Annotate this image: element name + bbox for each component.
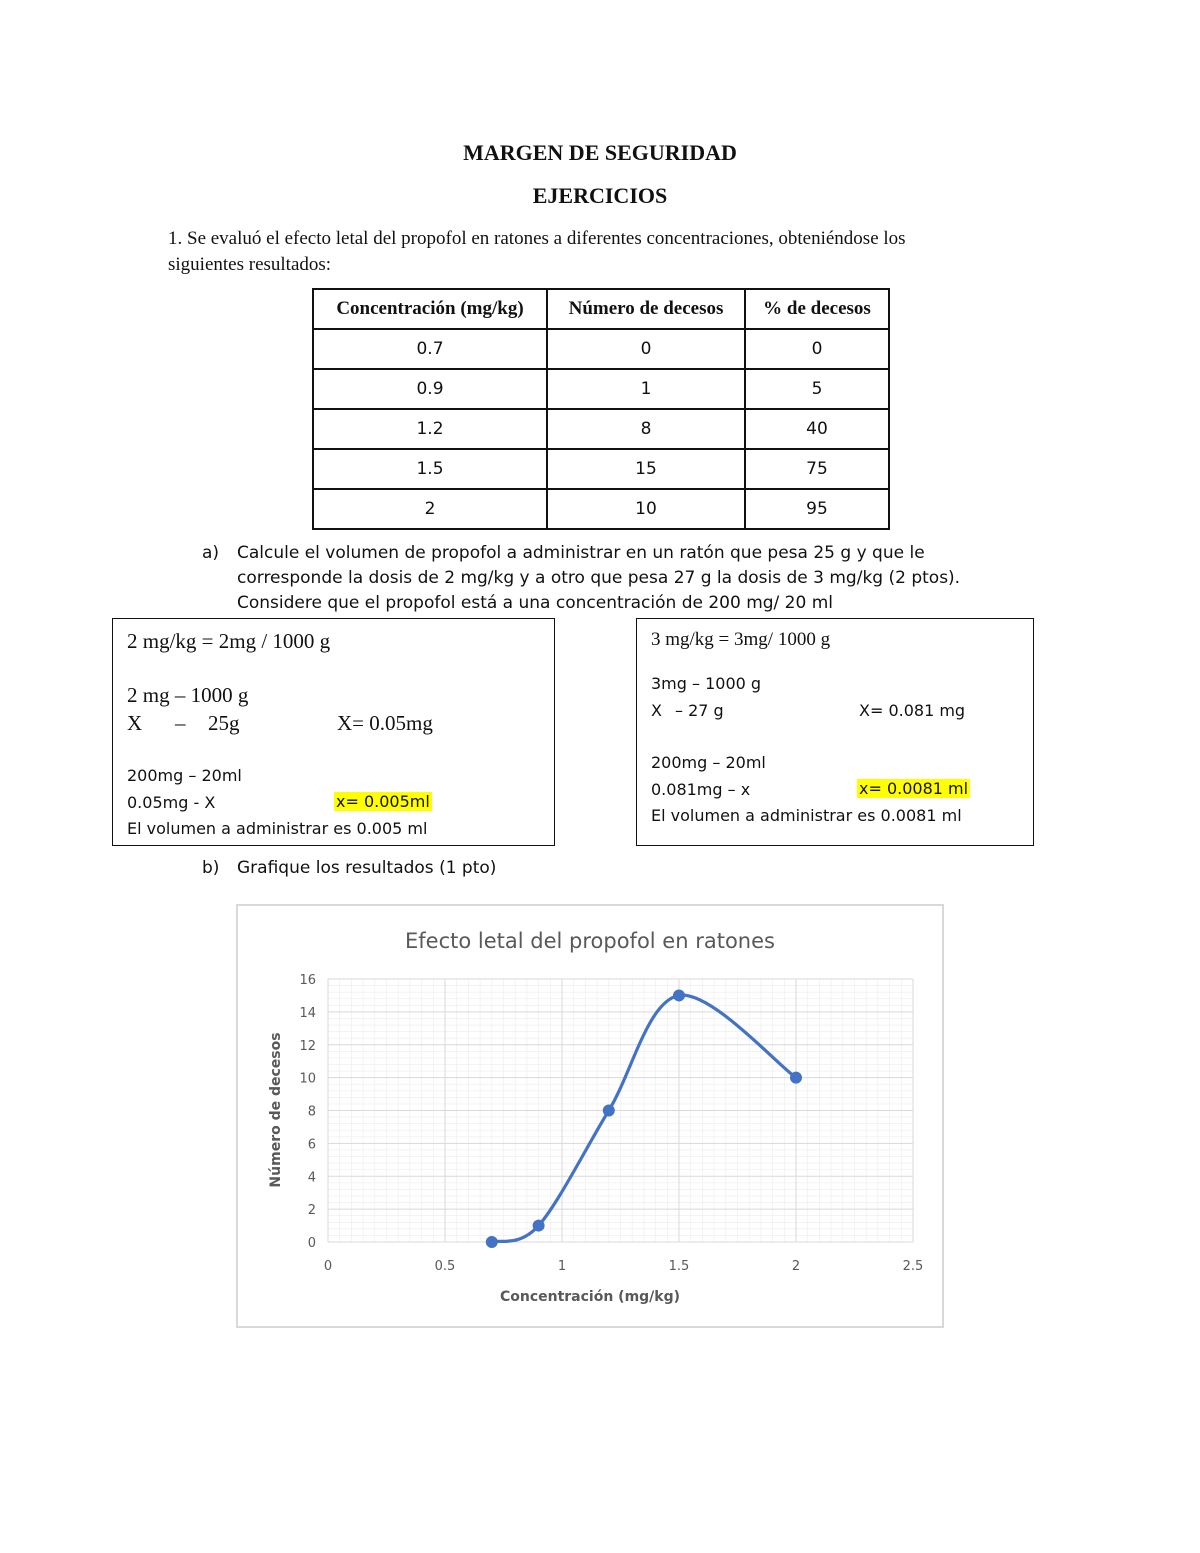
box-left-line-3a: X — [127, 711, 143, 735]
table-cell: 1 — [547, 369, 745, 409]
box-left-line-3b: – — [175, 711, 186, 735]
box-right-line-2: 3mg – 1000 g — [651, 674, 762, 693]
column-header: Concentración (mg/kg) — [313, 289, 547, 329]
page-title: MARGEN DE SEGURIDAD — [463, 140, 737, 165]
question-a-text — [237, 541, 1037, 616]
table-cell: 0.9 — [313, 369, 547, 409]
x-tick-label: 2 — [791, 1259, 801, 1274]
box-left-line-6: El volumen a administrar es 0.005 ml — [127, 819, 428, 838]
box-right-line-3c: X= 0.081 mg — [859, 701, 966, 720]
intro-paragraph — [168, 226, 1028, 278]
table-cell: 0 — [547, 329, 745, 369]
table-cell: 2 — [313, 489, 547, 529]
box-right-line-6: El volumen a administrar es 0.0081 ml — [651, 806, 962, 825]
intro-line-1: 1. Se evaluó el efecto letal del propofol en ratones a diferentes concentraciones, obteniéndose los — [168, 228, 906, 249]
answer-box-left — [112, 618, 555, 846]
box-right-line-4: 200mg – 20ml — [651, 753, 766, 772]
y-tick-label: 0 — [307, 1236, 316, 1251]
y-tick-label: 4 — [307, 1170, 316, 1186]
question-a-line-1: Calcule el volumen de propofol a administrar en un ratón que pesa 25 g y que le — [237, 543, 925, 563]
box-right-line-3b: – 27 g — [675, 701, 724, 720]
data-point — [533, 1220, 544, 1231]
chart-frame — [236, 904, 944, 1328]
box-right-line-5a: 0.081mg – x — [651, 780, 751, 799]
box-left-line-2: 2 mg – 1000 g — [127, 683, 249, 707]
table-cell: 10 — [547, 489, 745, 529]
table-cell: 15 — [547, 449, 745, 489]
question-a-line-3: Considere que el propofol está a una concentración de 200 mg/ 20 ml — [237, 593, 834, 613]
y-tick-label: 8 — [307, 1104, 316, 1120]
table-row — [313, 329, 889, 369]
table-cell: 40 — [745, 409, 889, 449]
question-b-marker: b) — [202, 858, 220, 878]
chart-x-axis-label: Concentración (mg/kg) — [499, 1289, 681, 1305]
data-point — [674, 990, 685, 1001]
box-left-line-1: 2 mg/kg = 2mg / 1000 g — [127, 629, 331, 653]
table-cell: 1.2 — [313, 409, 547, 449]
table-header-row — [313, 289, 889, 329]
y-tick-label: 16 — [299, 973, 316, 988]
question-a-line-2: corresponde la dosis de 2 mg/kg y a otro que pesa 27 g la dosis de 3 mg/kg (2 ptos). — [237, 568, 961, 588]
table-row — [313, 489, 889, 529]
box-right-result-highlight: x= 0.0081 ml — [859, 779, 969, 798]
data-point — [603, 1105, 614, 1116]
x-tick-label: 0 — [323, 1259, 333, 1274]
table-row — [313, 409, 889, 449]
page-subtitle: EJERCICIOS — [532, 183, 668, 208]
table-row — [313, 369, 889, 409]
chart-grid — [328, 979, 913, 1242]
answer-box-right — [636, 618, 1034, 846]
y-tick-label: 2 — [307, 1203, 316, 1219]
box-left-line-3d: X= 0.05mg — [337, 711, 433, 735]
y-tick-label: 12 — [299, 1038, 316, 1054]
table-cell: 5 — [745, 369, 889, 409]
box-right-line-1: 3 mg/kg = 3mg/ 1000 g — [651, 629, 831, 650]
table-cell: 75 — [745, 449, 889, 489]
table-cell: 1.5 — [313, 449, 547, 489]
box-right-line-3a: X — [651, 701, 662, 720]
question-a-marker: a) — [202, 543, 220, 563]
data-point — [486, 1237, 497, 1248]
box-left-line-5a: 0.05mg - X — [127, 793, 216, 812]
box-left-line-4: 200mg – 20ml — [127, 766, 242, 785]
results-table — [312, 288, 890, 530]
column-header: % de decesos — [745, 289, 889, 329]
box-left-result-highlight: x= 0.005ml — [336, 792, 430, 811]
column-header: Número de decesos — [547, 289, 745, 329]
y-tick-label: 10 — [299, 1071, 316, 1087]
table-cell: 0 — [745, 329, 889, 369]
x-tick-label: 1 — [557, 1259, 567, 1274]
chart-y-axis-label: Número de decesos — [268, 1032, 284, 1188]
box-left-line-3c: 25g — [208, 711, 240, 735]
table-row — [313, 449, 889, 489]
x-tick-label: 0.5 — [434, 1259, 456, 1274]
chart-title: Efecto letal del propofol en ratones — [405, 929, 775, 953]
x-tick-label: 1.5 — [668, 1259, 690, 1274]
table-cell: 95 — [745, 489, 889, 529]
intro-line-2: siguientes resultados: — [168, 254, 332, 275]
table-cell: 0.7 — [313, 329, 547, 369]
data-point — [791, 1072, 802, 1083]
chart-svg — [238, 906, 942, 1326]
table-cell: 8 — [547, 409, 745, 449]
x-tick-label: 2.5 — [902, 1259, 924, 1274]
y-tick-label: 6 — [307, 1137, 316, 1153]
question-b-text: Grafique los resultados (1 pto) — [237, 858, 497, 878]
y-tick-label: 14 — [299, 1005, 316, 1021]
